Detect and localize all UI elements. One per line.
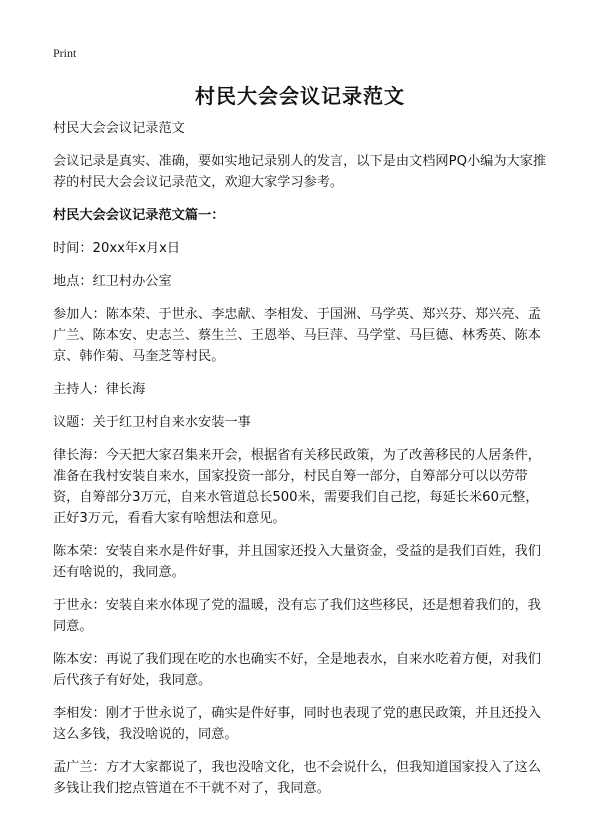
intro-paragraph: 会议记录是真实、准确，要如实地记录别人的发言，以下是由文档网PQ小编为大家推荐的村民大会会议记录范文，欢迎大家学习参考。 <box>53 154 547 190</box>
page-title: 村民大会会议记录范文 <box>195 84 405 108</box>
speech-paragraph: 于世永：安装自来水体现了党的温暖，没有忘了我们这些移民，还是想着我们的，我同意。 <box>53 598 541 634</box>
agenda-paragraph: 议题：关于红卫村自来水安装一事 <box>53 415 251 430</box>
speech-paragraph: 陈本安：再说了我们现在吃的水也确实不好，全是地表水，自来水吃着方便，对我们后代孩子有好处，我同意。 <box>53 652 541 688</box>
speech-paragraph: 孟广兰：方才大家都说了，我也没啥文化，也不会说什么，但我知道国家投入了这么多钱让我们挖点管道在不干就不对了，我同意。 <box>53 760 541 796</box>
speech-paragraph: 李相发：刚才于世永说了，确实是件好事，同时也表现了党的惠民政策，并且还投入这么多钱，我没啥说的，同意。 <box>53 706 541 742</box>
meeting-location: 地点：红卫村办公室 <box>53 274 172 289</box>
host-paragraph: 主持人：律长海 <box>53 382 146 397</box>
speech-paragraph: 陈本荣：安装自来水是件好事，并且国家还投入大量资金，受益的是我们百姓，我们还有啥说的，我同意。 <box>53 544 541 580</box>
document-body <box>53 118 548 811</box>
print-link[interactable]: Print <box>53 46 77 60</box>
attendees-paragraph: 参加人：陈本荣、于世永、李忠献、李相发、于国洲、马学英、郑兴芬、郑兴亮、孟广兰、陈本安、史志兰、蔡生兰、王恩举、马巨萍、马学堂、马巨德、林秀英、陈本京、韩作菊、马奎芝等村民。 <box>53 307 541 364</box>
section-heading: 村民大会会议记录范文篇一： <box>53 208 225 223</box>
speech-paragraph: 律长海：今天把大家召集来开会，根据省有关移民政策，为了改善移民的人居条件，准备在我村安装自来水，国家投资一部分，村民自筹一部分，自筹部分可以以劳带资，自筹部分3万元，自来水管道总长500米，需要我们自己挖，每延长米60元整，正好3万元，看看大家有啥想法和意见。 <box>53 448 541 526</box>
subtitle-paragraph: 村民大会会议记录范文 <box>53 121 185 136</box>
meeting-time: 时间：20xx年x月x日 <box>53 241 181 256</box>
